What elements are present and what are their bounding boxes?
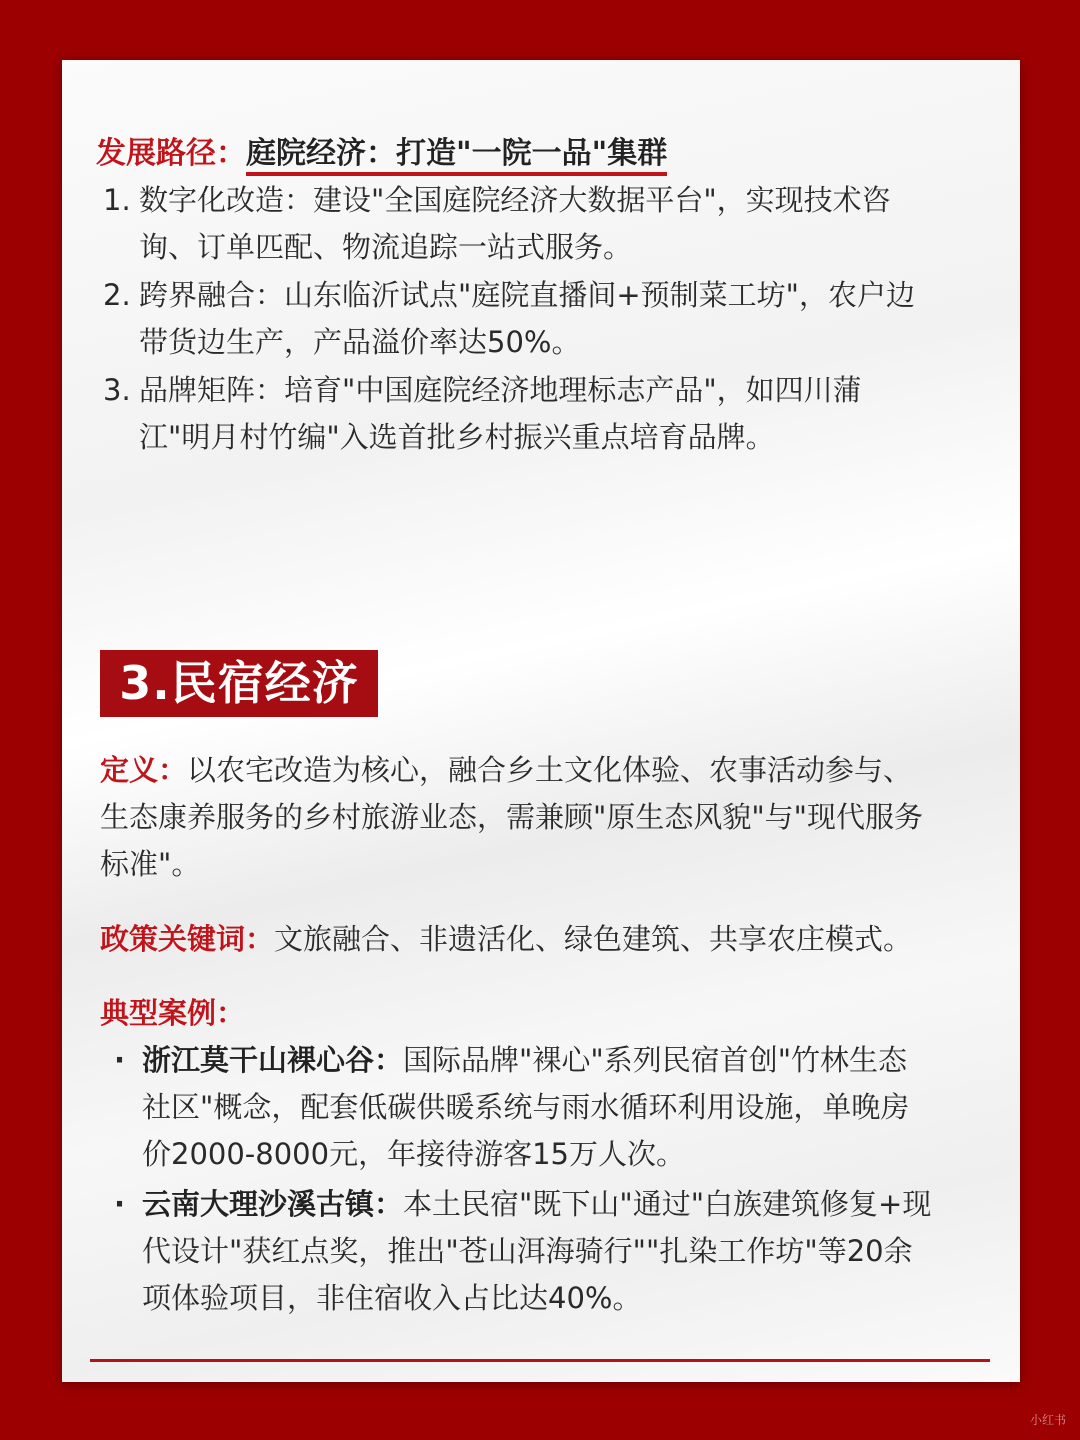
definition-line: 生态康养服务的乡村旅游业态，需兼顾"原生态风貌"与"现代服务 — [100, 800, 924, 834]
case-line: 本土民宿"既下山"通过"白族建筑修复+现 — [403, 1187, 932, 1221]
path-item-line: 带货边生产，产品溢价率达50%。 — [139, 325, 581, 359]
bottom-divider — [90, 1359, 990, 1362]
case-item-1 — [114, 1037, 990, 1178]
path-item-line: 江"明月村竹编"入选首批乡村振兴重点培育品牌。 — [139, 420, 775, 454]
bullet: · — [114, 1187, 126, 1221]
definition-line: 以农宅改造为核心，融合乡土文化体验、农事活动参与、 — [187, 753, 913, 787]
case-name: 云南大理沙溪古镇： — [142, 1187, 404, 1221]
policy-text: 文旅融合、非遗活化、绿色建筑、共享农庄模式。 — [274, 922, 913, 956]
case-line: 国际品牌"裸心"系列民宿首创"竹林生态 — [403, 1043, 908, 1077]
path-item-line: 数字化改造：建设"全国庭院经济大数据平台"，实现技术咨 — [139, 183, 891, 217]
path-item-line: 跨界融合：山东临沂试点"庭院直播间+预制菜工坊"，农户边 — [139, 278, 915, 312]
definition-block — [100, 747, 990, 888]
definition-line: 标准"。 — [100, 847, 201, 881]
section-title-box: 3.民宿经济 — [100, 650, 378, 717]
path-item-1 — [103, 177, 983, 271]
path-item-line: 询、订单匹配、物流追踪一站式服务。 — [139, 230, 633, 264]
path-label: 发展路径： — [96, 136, 246, 171]
case-name: 浙江莫干山裸心谷： — [142, 1043, 404, 1077]
policy-block — [100, 916, 990, 963]
path-item-line: 品牌矩阵：培育"中国庭院经济地理标志产品"，如四川蒲 — [139, 373, 862, 407]
case-line: 项体验项目，非住宿收入占比达40%。 — [142, 1281, 642, 1315]
cases-label: 典型案例： — [100, 996, 246, 1030]
bullet: · — [114, 1043, 126, 1077]
path-item-3 — [103, 367, 983, 461]
policy-label: 政策关键词： — [100, 922, 275, 956]
path-item-number: 1. — [103, 183, 131, 217]
case-line: 价2000-8000元，年接待游客15万人次。 — [142, 1137, 685, 1171]
case-line: 代设计"获红点奖，推出"苍山洱海骑行""扎染工作坊"等20余 — [142, 1234, 913, 1268]
path-title: 庭院经济：打造"一院一品"集群 — [246, 136, 667, 176]
definition-label: 定义： — [100, 753, 188, 787]
case-item-2 — [114, 1181, 990, 1322]
path-heading — [96, 132, 667, 176]
path-item-number: 3. — [103, 373, 131, 407]
path-item-2 — [103, 272, 983, 366]
path-item-number: 2. — [103, 278, 131, 312]
watermark: 小红书 — [1029, 1413, 1066, 1427]
case-line: 社区"概念，配套低碳供暖系统与雨水循环利用设施，单晚房 — [142, 1090, 910, 1124]
